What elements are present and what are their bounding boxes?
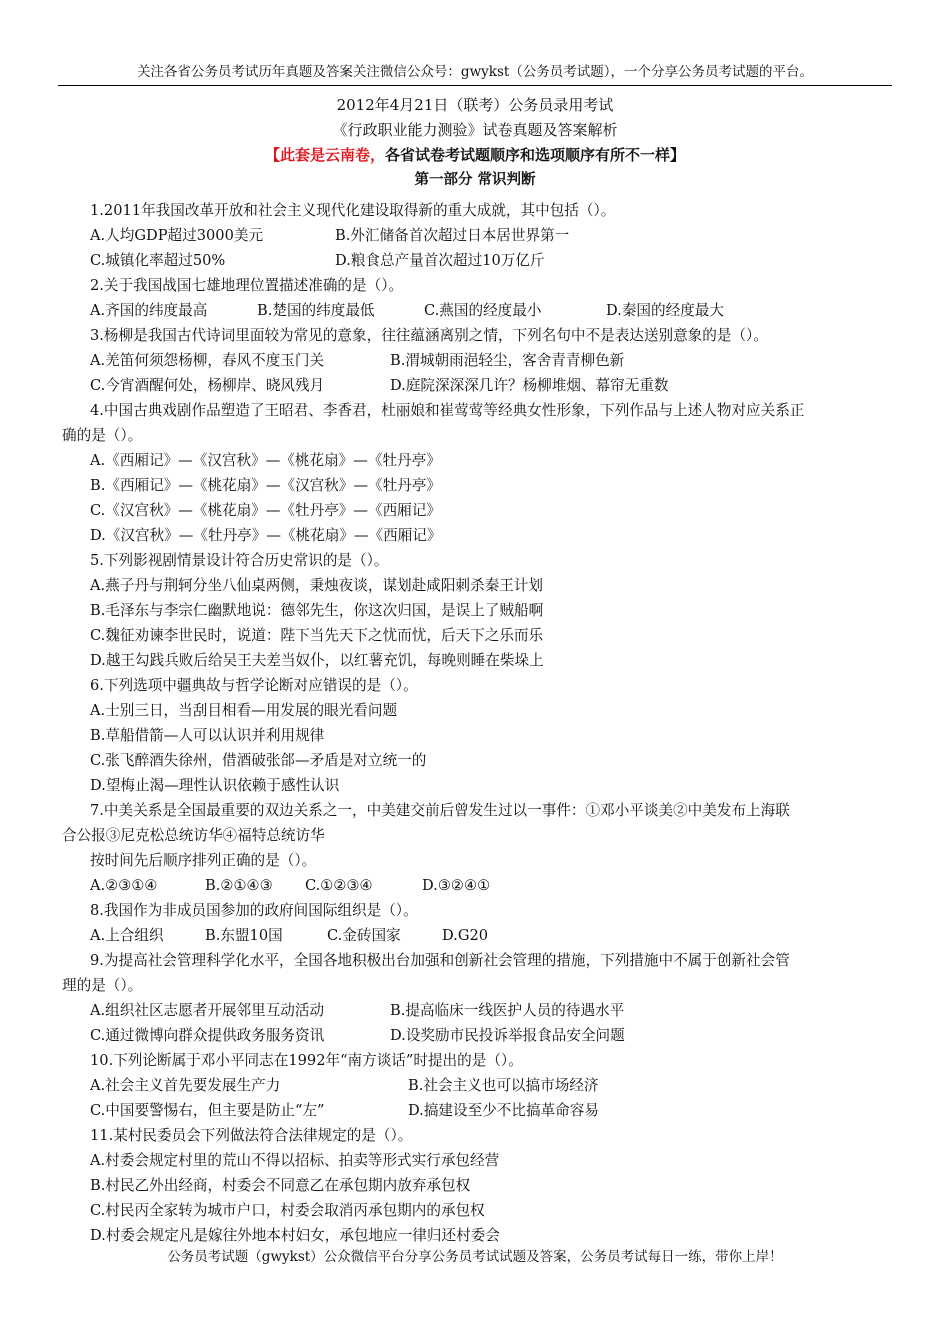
question-1: 1.2011年我国改革开放和社会主义现代化建设取得新的重大成就，其中包括（）。	[90, 202, 616, 219]
section-title: 第一部分 常识判断	[414, 172, 536, 188]
options-row	[62, 1098, 892, 1123]
notice-rest: 各省试卷考试题顺序和选项顺序有所不一样】	[385, 146, 686, 164]
options-row	[62, 223, 892, 248]
option: D.③②④①	[422, 877, 491, 894]
options-row	[62, 298, 892, 323]
header-rule	[58, 85, 892, 86]
question-6: 6.下列选项中疆典故与哲学论断对应错误的是（）。	[90, 677, 418, 694]
options-row	[62, 348, 892, 373]
option: B.草船借箭—人可以认识并利用规律	[90, 727, 325, 744]
exam-title: 2012年4月21日（联考）公务员录用考试	[336, 96, 614, 114]
option: D.粮食总产量首次超过10万亿斤	[335, 252, 545, 269]
option: B.毛泽东与李宗仁幽默地说：德邻先生，你这次归国，是误上了贼船啊	[90, 602, 544, 619]
question-4-cont: 确的是（）。	[62, 427, 143, 444]
option: C.①②③④	[305, 877, 373, 894]
option: B.②①④③	[205, 877, 273, 894]
option: A.齐国的纬度最高	[90, 302, 208, 319]
option: C.今宵酒醒何处，杨柳岸、晓风残月	[90, 377, 325, 394]
question-5: 5.下列影视剧情景设计符合历史常识的是（）。	[90, 552, 389, 569]
option: C.魏征劝谏李世民时，说道：陛下当先天下之忧而忧，后天下之乐而乐	[90, 627, 544, 644]
option: A.燕子丹与荆轲分坐八仙桌两侧，秉烛夜谈，谋划赴咸阳刺杀秦王计划	[90, 577, 543, 594]
option: D.秦国的经度最大	[606, 302, 724, 319]
page-footer: 公务员考试题（gwykst）公众微信平台分享公务员考试试题及答案，公务员考试每日一练，带你上岸！	[167, 1249, 783, 1265]
notice	[0, 143, 950, 168]
option: A.上合组织	[90, 927, 164, 944]
options-row	[62, 373, 892, 398]
option: C.城镇化率超过50%	[90, 252, 226, 269]
option: D.《汉宫秋》—《牡丹亭》—《桃花扇》—《西厢记》	[90, 527, 442, 544]
option: D.越王勾践兵败后给吴王夫差当奴仆，以红薯充饥，每晚则睡在柴垛上	[90, 652, 544, 669]
option: C.《汉宫秋》—《桃花扇》—《牡丹亭》—《西厢记》	[90, 502, 441, 519]
option: A.羌笛何须怨杨柳，春风不度玉门关	[90, 352, 325, 369]
question-10: 10.下列论断属于邓小平同志在1992年“南方谈话”时提出的是（）。	[90, 1052, 523, 1069]
options-row	[62, 873, 892, 898]
option: B.外汇储备首次超过日本居世界第一	[335, 227, 570, 244]
option: D.搞建设至少不比搞革命容易	[408, 1102, 599, 1119]
option: C.张飞醉酒失徐州，借酒破张郃—矛盾是对立统一的	[90, 752, 427, 769]
option: B.楚国的纬度最低	[257, 302, 375, 319]
option: D.庭院深深深几许？杨柳堆烟、幕帘无重数	[390, 377, 669, 394]
question-3: 3.杨柳是我国古代诗词里面较为常见的意象，往往蕴涵离别之情，下列名句中不是表达送别意象的是（）。	[90, 327, 768, 344]
options-row	[62, 1073, 892, 1098]
title-block	[0, 93, 950, 193]
question-9: 9.为提高社会管理科学化水平，全国各地积极出台加强和创新社会管理的措施，下列措施中不属于创新社会管	[90, 952, 790, 969]
question-9-cont: 理的是（）。	[62, 977, 143, 994]
question-7-cont: 合公报③尼克松总统访华④福特总统访华	[62, 827, 325, 844]
notice-red: 【此套是云南卷，	[264, 146, 385, 164]
option: B.东盟10国	[205, 927, 283, 944]
question-2: 2.关于我国战国七雄地理位置描述准确的是（）。	[90, 277, 404, 294]
option: D.村委会规定凡是嫁往外地本村妇女，承包地应一律归还村委会	[90, 1227, 500, 1244]
option: B.《西厢记》—《桃花扇》—《汉宫秋》—《牡丹亭》	[90, 477, 442, 494]
question-8: 8.我国作为非成员国参加的政府间国际组织是（）。	[90, 902, 418, 919]
options-row	[62, 1023, 892, 1048]
option: B.社会主义也可以搞市场经济	[408, 1077, 599, 1094]
option: C.通过微博向群众提供政务服务资讯	[90, 1027, 325, 1044]
page-header: 关注各省公务员考试历年真题及答案关注微信公众号：gwykst（公务员考试题），一个分享公务员考试题的平台。	[136, 64, 814, 80]
option: D.设奖励市民投诉举报食品安全问题	[390, 1027, 625, 1044]
question-list	[62, 198, 892, 1248]
options-row	[62, 923, 892, 948]
option: A.②③①④	[90, 877, 158, 894]
option: C.中国要警惕右，但主要是防止“左”	[90, 1102, 325, 1119]
option: A.社会主义首先要发展生产力	[90, 1077, 281, 1094]
option: A.《西厢记》—《汉宫秋》—《桃花扇》—《牡丹亭》	[90, 452, 441, 469]
option: C.村民丙全家转为城市户口，村委会取消丙承包期内的承包权	[90, 1202, 485, 1219]
option: A.组织社区志愿者开展邻里互动活动	[90, 1002, 325, 1019]
option: C.金砖国家	[327, 927, 401, 944]
option: B.渭城朝雨浥轻尘，客舍青青柳色新	[390, 352, 625, 369]
question-11: 11.某村民委员会下列做法符合法律规定的是（）。	[90, 1127, 413, 1144]
question-7: 7.中美关系是全国最重要的双边关系之一，中美建交前后曾发生过以一事件：①邓小平谈美②中美发布上海联	[90, 802, 790, 819]
option: A.人均GDP超过3000美元	[90, 227, 264, 244]
exam-subtitle: 《行政职业能力测验》试卷真题及答案解析	[332, 121, 618, 139]
option: C.燕国的经度最小	[424, 302, 542, 319]
option: D.G20	[442, 927, 489, 944]
option: B.村民乙外出经商，村委会不同意乙在承包期内放弃承包权	[90, 1177, 471, 1194]
option: B.提高临床一线医护人员的待遇水平	[390, 1002, 625, 1019]
option: D.望梅止渴—理性认识依赖于感性认识	[90, 777, 340, 794]
option: A.村委会规定村里的荒山不得以招标、拍卖等形式实行承包经营	[90, 1152, 500, 1169]
options-row	[62, 998, 892, 1023]
question-4: 4.中国古典戏剧作品塑造了王昭君、李香君，杜丽娘和崔莺莺等经典女性形象，下列作品与上述人物对应关系正	[90, 402, 805, 419]
option: A.士别三日，当刮目相看—用发展的眼光看问题	[90, 702, 398, 719]
question-7-cont: 按时间先后顺序排列正确的是（）。	[90, 852, 317, 869]
options-row	[62, 248, 892, 273]
